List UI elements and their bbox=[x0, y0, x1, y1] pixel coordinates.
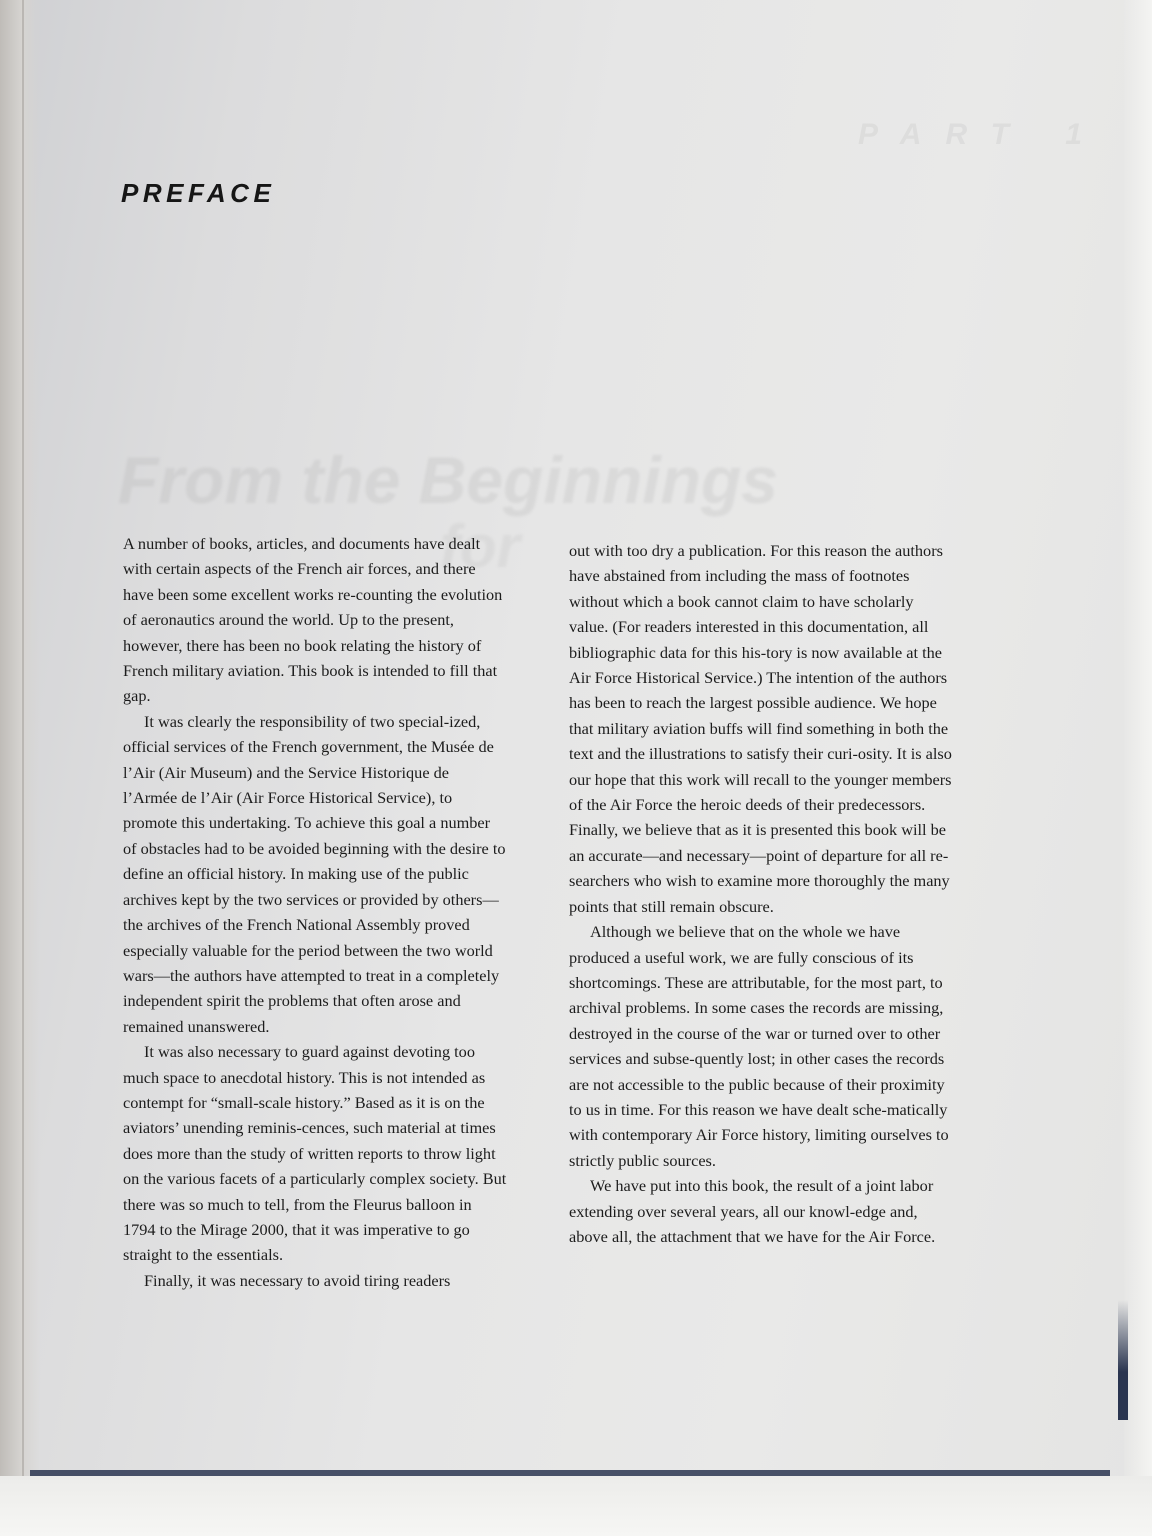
paragraph: out with too dry a publication. For this reason the authors have abstained from including the mass of footnotes without which a book cannot claim to have scholarly value. (For readers interested in this documentation, all bibliographic data for this his-tory is now available at the Air Force Historical Service.) The intention of the authors has been to reach the largest possible audience. We hope that military aviation buffs will find something in both the text and the illustrations to satisfy their curi-osity. It is also our hope that this work will recall to the younger members of the Air Force the heroic deeds of their predecessors. Finally, we believe that as it is presented this book will be an accurate—and necessary—point of departure for all re-searchers who wish to examine more thoroughly the many points that still remain obscure. bbox=[569, 541, 952, 916]
text-column-left bbox=[123, 531, 507, 1293]
page-right-edge bbox=[1124, 0, 1152, 1536]
show-through-part-label: PART 1 bbox=[858, 118, 1106, 151]
spine-shadow bbox=[0, 0, 40, 1536]
show-through-title-line-2: for bbox=[440, 513, 520, 580]
page-title: PREFACE bbox=[121, 178, 276, 208]
cover-edge-right bbox=[1118, 1300, 1128, 1420]
paragraph: We have put into this book, the result of a joint labor extending over several years, all our knowl-edge and, above all, the attachment that we have for the Air Force. bbox=[569, 1176, 936, 1246]
spine-edge bbox=[22, 0, 24, 1536]
paragraph: Finally, it was necessary to avoid tiring readers bbox=[144, 1270, 451, 1290]
paragraph: Although we believe that on the whole we have produced a useful work, we are fully conscious of its shortcomings. These are attributable, for the most part, to archival problems. In some cases the records are missing, destroyed in the course of the war or turned over to other services and subse-quently lost; in other cases the records are not accessible to the public because of their proximity to us in time. For this reason we have dealt sche-matically with contemporary Air Force history, limiting ourselves to strictly public sources. bbox=[569, 922, 949, 1170]
table-surface bbox=[0, 1476, 1152, 1536]
paragraph: A number of books, articles, and documents have dealt with certain aspects of the French air forces, and there have been some excellent works re-counting the evolution of aeronautics around the world. Up to the present, however, there has been no book relating the history of French military aviation. This book is intended to fill that gap. bbox=[123, 534, 503, 706]
text-column-right bbox=[569, 538, 955, 1249]
show-through-title-line-1: From the Beginnings bbox=[118, 443, 778, 517]
paragraph: It was also necessary to guard against devoting too much space to anecdotal history. This is not intended as contempt for “small-scale history.” Based as it is on the aviators’ unending reminis-cences, such material at times does more than the study of written reports to throw light on the various facets of a particularly complex society. But there was so much to tell, from the Fleurus balloon in 1794 to the Mirage 2000, that it was imperative to go straight to the essentials. bbox=[123, 1042, 507, 1265]
paragraph: It was clearly the responsibility of two special-ized, official services of the French government, the Musée de l’Air (Air Museum) and the Service Historique de l’Armée de l’Air (Air Force Historical Service), to promote this undertaking. To achieve this goal a number of obstacles had to be avoided beginning with the desire to define an official history. In making use of the public archives kept by the two services or provided by others—the archives of the French National Assembly proved especially valuable for the period between the two world wars—the authors have attempted to treat in a completely independent spirit the problems that often arose and remained unanswered. bbox=[123, 711, 506, 1036]
